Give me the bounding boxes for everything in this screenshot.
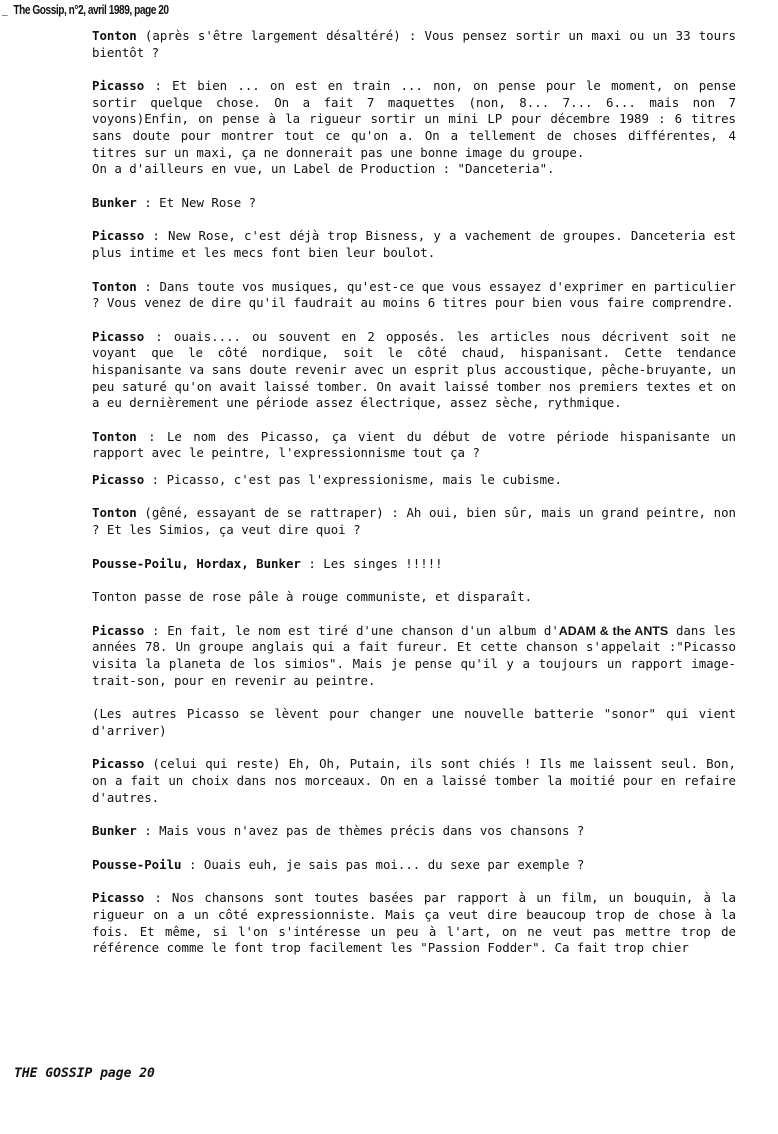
paragraph-text: : Et bien ... on est en train ... non, on pense pour le moment, on pense sortir quelque chose. On a fait 7 maquettes (non, 8... 7... 6... mais non 7 voyons)Enfin, on pense à la rigueur sortir un mini LP pour décembre 1989 : 6 titres sans doute pour montrer tout ce qu'on a. On a tellement de choses différentes, 4 titres sur un maxi, ça ne donnerait pas une bonne image du groupe. On a d'ailleurs en vue, un Label de Production : "Danceteria". — [92, 78, 736, 177]
interview-paragraph — [92, 756, 736, 806]
interview-paragraph — [92, 472, 736, 489]
speaker-name: Pousse-Poilu — [92, 856, 182, 872]
paragraph-text: Tonton passe de rose pâle à rouge communiste, et disparaît. — [92, 589, 533, 605]
speaker-name: Tonton — [92, 278, 137, 294]
narration-paragraph — [92, 706, 736, 739]
speaker-name: Picasso — [92, 228, 145, 244]
band-name: ADAM & the ANTS — [558, 623, 669, 638]
paragraph-text: : Picasso, c'est pas l'expressionisme, mais le cubisme. — [144, 471, 562, 487]
speaker-name: Pousse-Poilu, Hordax, Bunker — [92, 555, 301, 571]
interview-paragraph — [92, 78, 736, 178]
speaker-name: Picasso — [92, 328, 145, 344]
interview-paragraph — [92, 279, 736, 312]
interview-paragraph — [92, 505, 736, 538]
interview-paragraph — [92, 195, 736, 212]
interview-body — [92, 28, 736, 974]
paragraph-text: : Dans toute vos musiques, qu'est-ce que vous essayez d'exprimer en particulier ? Vous venez de dire qu'il faudrait au moins 6 titres pour bien vous faire comprendre. — [92, 278, 736, 311]
speaker-name: Picasso — [92, 756, 145, 772]
paragraph-text: : Mais vous n'avez pas de thèmes précis dans vos chansons ? — [136, 823, 585, 839]
paragraph-text: : Le nom des Picasso, ça vient du début de votre période hispanisante un rapport avec le peintre, l'expressionnisme tout ça ? — [92, 428, 736, 461]
page-footer: THE GOSSIP page 20 — [14, 1066, 155, 1081]
speaker-name: Tonton — [92, 428, 137, 444]
interview-paragraph — [92, 623, 736, 689]
paragraph-text: : New Rose, c'est déjà trop Bisness, y a vachement de groupes. Danceteria est plus intime et les mecs font bien leur boulot. — [92, 228, 736, 260]
paragraph-text: : Et New Rose ? — [136, 194, 257, 210]
speaker-name: Bunker — [92, 194, 137, 210]
paragraph-text: (Les autres Picasso se lèvent pour changer une nouvelle batterie "sonor" qui vient d'arriver) — [92, 706, 736, 738]
interview-paragraph — [92, 28, 736, 61]
page-header — [2, 2, 169, 17]
speaker-name: Picasso — [92, 78, 145, 94]
paragraph-text: (gêné, essayant de se rattraper) : Ah oui, bien sûr, mais un grand peintre, non ? Et les Simios, ça veut dire quoi ? — [92, 505, 736, 538]
speaker-name: Picasso — [92, 471, 145, 487]
interview-paragraph — [92, 329, 736, 412]
narration-paragraph — [92, 589, 736, 606]
paragraph-text: : Les singes !!!!! — [300, 555, 443, 571]
speaker-name: Tonton — [92, 505, 137, 521]
interview-paragraph — [92, 890, 736, 956]
speaker-name: Picasso — [92, 890, 145, 906]
paragraph-text: : ouais.... ou souvent en 2 opposés. les articles nous décrivent soit ne voyant que le côté nordique, soit le côté chaud, hispanisant. Cette tendance hispanisante va sans doute revenir avec un esprit plus accoustique, pêche-bruyante, un peu saturé qu'on avait laissé tomber. On avait laissé tomber nos premiers textes et on a eu dernièrement une période assez électrique, assez sèche, rythmique. — [92, 328, 736, 411]
header-dash: _ — [2, 2, 8, 17]
interview-paragraph — [92, 429, 736, 462]
paragraph-text: (après s'être largement désaltéré) : Vous pensez sortir un maxi ou un 33 tours bientôt ? — [92, 28, 736, 60]
interview-paragraph — [92, 228, 736, 261]
paragraph-text: (celui qui reste) Eh, Oh, Putain, ils sont chiés ! Ils me laissent seul. Bon, on a fait un choix dans nos morceaux. On en a laissé tomber la moitié pour en refaire d'autres. — [92, 756, 736, 805]
interview-paragraph — [92, 556, 736, 573]
interview-paragraph — [92, 857, 736, 874]
speaker-name: Picasso — [92, 622, 145, 638]
header-title: The Gossip, n°2, avril 1989, page 20 — [13, 2, 169, 17]
interview-paragraph — [92, 823, 736, 840]
paragraph-text: : Ouais euh, je sais pas moi... du sexe par exemple ? — [181, 856, 585, 872]
speaker-name: Tonton — [92, 28, 137, 43]
paragraph-text: : Nos chansons sont toutes basées par rapport à un film, un bouquin, à la rigueur on a un côté expressionniste. Mais ça veut dire beaucoup trop de chose à la fois. Et même, si l'on s'intéresse un peu à l'art, on ne veut pas mettre trop de référence comme le font trop facilement les "Passion Fodder". Ca fait trop chier — [92, 890, 736, 956]
speaker-name: Bunker — [92, 823, 137, 839]
paragraph-text-continued: dans les années 78. Un groupe anglais qui a fait fureur. Et cette chanson s'appelait :"Picasso visita la planeta de los simios". Mais je pense qu'il y a toujours un rapport image-trait-son, pour en revenir au peintre. — [92, 622, 737, 688]
paragraph-text: : En fait, le nom est tiré d'une chanson d'un album d' — [144, 622, 559, 638]
